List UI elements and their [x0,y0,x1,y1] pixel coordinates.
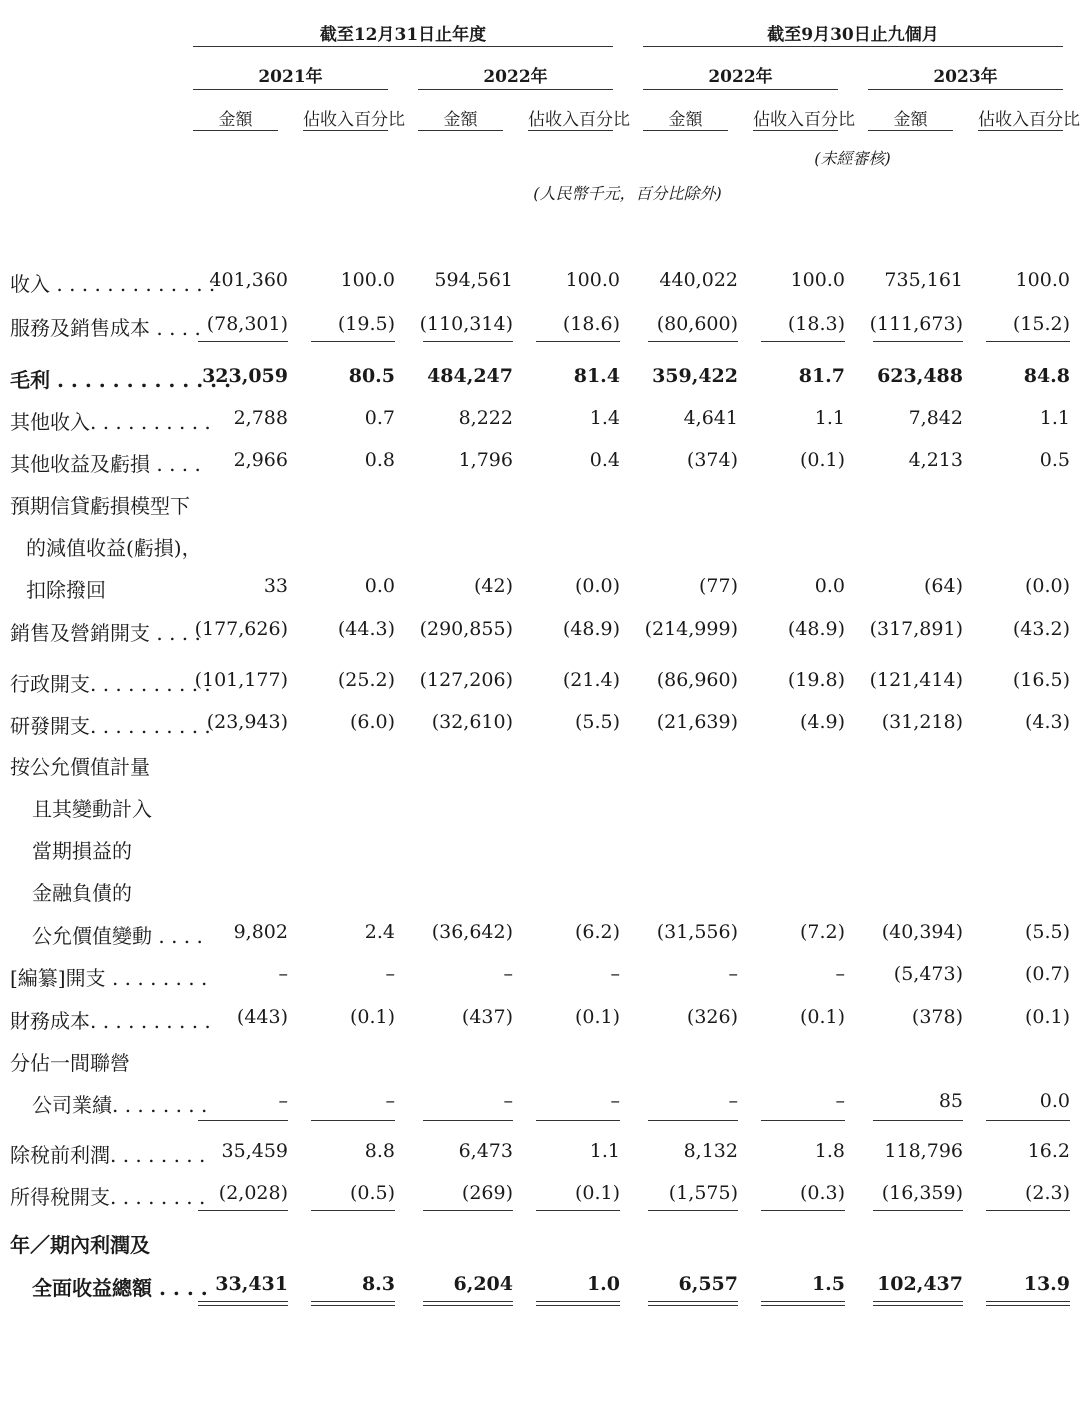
amount-cell: – [728,963,738,985]
col-header-pct: 佔收入百分比 [753,110,855,130]
subtotal-rule [198,1210,288,1211]
row-label: 當期損益的 [32,839,132,863]
amount-cell: 735,161 [884,269,963,291]
row-label: 公司業績. . . . . . . . [32,1093,208,1117]
percentage-cell: 100.0 [565,269,620,291]
percentage-cell: 81.4 [573,365,620,387]
amount-cell: 6,473 [458,1140,513,1162]
rule-col [528,130,613,131]
percentage-cell: – [835,1090,845,1112]
amount-cell: (31,556) [656,921,738,943]
amount-cell: 102,437 [877,1273,963,1295]
rule-group-fy [193,46,613,47]
amount-cell: 594,561 [434,269,513,291]
percentage-cell: 1.1 [814,407,845,429]
percentage-cell: (19.8) [787,669,845,691]
percentage-cell: 1.1 [1039,407,1070,429]
subtotal-rule [423,1210,513,1211]
amount-cell: 118,796 [884,1140,963,1162]
percentage-cell: 0.5 [1039,449,1070,471]
amount-cell: (101,177) [194,669,288,691]
row-label: 毛利 . . . . . . . . . . . . . [10,368,232,392]
percentage-cell: (18.3) [787,313,845,335]
amount-cell: (317,891) [869,618,963,640]
subtotal-rule [873,1120,963,1121]
amount-cell: (64) [923,575,963,597]
subtotal-rule [536,341,620,342]
subtotal-rule [986,1120,1070,1121]
amount-cell: (214,999) [644,618,738,640]
percentage-cell: 0.0 [364,575,395,597]
row-label: 服務及銷售成本 . . . . [10,316,201,340]
row-label: 收入 . . . . . . . . . . . . . [10,272,216,296]
subtotal-rule [311,1210,395,1211]
percentage-cell: 81.7 [798,365,845,387]
amount-cell: (80,600) [656,313,738,335]
percentage-cell: (0.3) [799,1182,845,1204]
percentage-cell: (6.2) [574,921,620,943]
percentage-cell: 0.4 [589,449,620,471]
amount-cell: (40,394) [881,921,963,943]
total-double-rule [198,1301,288,1306]
year-header-2023-9m: 2023年 [933,67,998,87]
amount-cell: (437) [461,1006,513,1028]
percentage-cell: (4.9) [799,711,845,733]
amount-cell: 401,360 [209,269,288,291]
total-double-rule [311,1301,395,1306]
percentage-cell: (15.2) [1012,313,1070,335]
percentage-cell: 1.4 [589,407,620,429]
percentage-cell: (18.6) [562,313,620,335]
percentage-cell: 1.1 [589,1140,620,1162]
amount-cell: (42) [473,575,513,597]
percentage-cell: (0.5) [349,1182,395,1204]
percentage-cell: 80.5 [348,365,395,387]
percentage-cell: (0.1) [349,1006,395,1028]
percentage-cell: (48.9) [562,618,620,640]
subtotal-rule [648,1120,738,1121]
row-label: 所得稅開支. . . . . . . . [10,1185,206,1209]
row-label: 的減值收益(虧損)， [26,536,202,560]
percentage-cell: (5.5) [1024,921,1070,943]
amount-cell: (177,626) [194,618,288,640]
percentage-cell: 13.9 [1023,1273,1070,1295]
percentage-cell: – [385,1090,395,1112]
percentage-cell: 2.4 [364,921,395,943]
subtotal-rule [423,341,513,342]
subtotal-rule [536,1120,620,1121]
total-double-rule [761,1301,845,1306]
total-double-rule [873,1301,963,1306]
amount-cell: 4,641 [683,407,738,429]
percentage-cell: (0.7) [1024,963,1070,985]
percentage-cell: 0.0 [814,575,845,597]
percentage-cell: 16.2 [1027,1140,1070,1162]
amount-cell: 33 [263,575,288,597]
percentage-cell: 1.8 [814,1140,845,1162]
subtotal-rule [423,1120,513,1121]
year-header-2022-9m: 2022年 [708,67,773,87]
amount-cell: (443) [236,1006,288,1028]
percentage-cell: 0.7 [364,407,395,429]
rule-col [753,130,838,131]
amount-cell: 2,966 [233,449,288,471]
year-header-2022-fy: 2022年 [483,67,548,87]
subtotal-rule [761,341,845,342]
amount-cell: (326) [686,1006,738,1028]
row-label: 扣除撥回 [26,578,106,602]
amount-cell: 8,132 [683,1140,738,1162]
percentage-cell: (43.2) [1012,618,1070,640]
percentage-cell: (7.2) [799,921,845,943]
percentage-cell: (5.5) [574,711,620,733]
amount-cell: (16,359) [881,1182,963,1204]
col-header-amount: 金額 [218,110,253,130]
amount-cell: 7,842 [908,407,963,429]
amount-cell: (31,218) [881,711,963,733]
rule-col [978,130,1063,131]
percentage-cell: (0.1) [574,1006,620,1028]
subtotal-rule [198,1120,288,1121]
col-header-pct: 佔收入百分比 [978,110,1080,130]
amount-cell: (378) [911,1006,963,1028]
amount-cell: (290,855) [419,618,513,640]
percentage-cell: (48.9) [787,618,845,640]
percentage-cell: (0.1) [799,449,845,471]
subtotal-rule [198,341,288,342]
amount-cell: 8,222 [458,407,513,429]
percentage-cell: – [385,963,395,985]
total-double-rule [536,1301,620,1306]
percentage-cell: 84.8 [1023,365,1070,387]
amount-cell: (77) [698,575,738,597]
percentage-cell: 8.3 [361,1273,395,1295]
amount-cell: (78,301) [206,313,288,335]
amount-cell: (36,642) [431,921,513,943]
percentage-cell: (16.5) [1012,669,1070,691]
percentage-cell: (2.3) [1024,1182,1070,1204]
amount-cell: 323,059 [202,365,288,387]
row-label: 其他收入. . . . . . . . . . [10,410,211,434]
subtotal-rule [761,1120,845,1121]
row-label: 銷售及營銷開支 . . . . [10,621,201,645]
amount-cell: (269) [461,1182,513,1204]
row-label: 行政開支. . . . . . . . . . [10,672,211,696]
amount-cell: (23,943) [206,711,288,733]
percentage-cell: (19.5) [337,313,395,335]
subtotal-rule [986,341,1070,342]
amount-cell: (86,960) [656,669,738,691]
unaudited-note: (未經審核) [814,149,891,168]
amount-cell: (127,206) [419,669,513,691]
percentage-cell: 100.0 [340,269,395,291]
subtotal-rule [536,1210,620,1211]
amount-cell: (21,639) [656,711,738,733]
percentage-cell: (0.0) [1024,575,1070,597]
subtotal-rule [648,341,738,342]
row-label: 財務成本. . . . . . . . . . [10,1009,211,1033]
col-header-amount: 金額 [893,110,928,130]
group-header-fiscal-year: 截至12月31日止年度 [319,25,487,45]
percentage-cell: (44.3) [337,618,395,640]
amount-cell: (374) [686,449,738,471]
rule-group-9m [643,46,1063,47]
rule-col [303,130,388,131]
percentage-cell: (4.3) [1024,711,1070,733]
row-label: 全面收益總額 . . . . [32,1276,208,1300]
year-header-2021: 2021年 [258,67,323,87]
percentage-cell: 100.0 [1015,269,1070,291]
rule-year-2023-9m [868,89,1063,90]
subtotal-rule [873,1210,963,1211]
percentage-cell: – [610,963,620,985]
amount-cell: 623,488 [877,365,963,387]
unit-note: (人民幣千元，百分比除外) [533,184,722,203]
total-double-rule [423,1301,513,1306]
subtotal-rule [311,341,395,342]
row-label: 預期信貸虧損模型下 [10,494,190,518]
percentage-cell: 0.0 [1039,1090,1070,1112]
amount-cell: – [503,1090,513,1112]
amount-cell: (5,473) [893,963,963,985]
row-label: 公允價值變動 . . . . [32,924,203,948]
amount-cell: 6,557 [678,1273,738,1295]
col-header-amount: 金額 [668,110,703,130]
row-label: 研發開支. . . . . . . . . . [10,714,211,738]
rule-col [193,130,278,131]
total-double-rule [986,1301,1070,1306]
col-header-pct: 佔收入百分比 [303,110,405,130]
rule-col [418,130,503,131]
percentage-cell: 100.0 [790,269,845,291]
amount-cell: – [278,1090,288,1112]
percentage-cell: (21.4) [562,669,620,691]
rule-year-2022-9m [643,89,838,90]
amount-cell: 484,247 [427,365,513,387]
subtotal-rule [873,341,963,342]
percentage-cell: (0.1) [799,1006,845,1028]
percentage-cell: (0.1) [1024,1006,1070,1028]
subtotal-rule [648,1210,738,1211]
amount-cell: (32,610) [431,711,513,733]
rule-year-2021 [193,89,388,90]
row-label: 除稅前利潤. . . . . . . . [10,1143,206,1167]
group-header-nine-months: 截至9月30日止九個月 [767,25,939,45]
amount-cell: 2,788 [233,407,288,429]
amount-cell: 1,796 [458,449,513,471]
amount-cell: 440,022 [659,269,738,291]
percentage-cell: (0.0) [574,575,620,597]
amount-cell: 85 [938,1090,963,1112]
amount-cell: (121,414) [869,669,963,691]
percentage-cell: 0.8 [364,449,395,471]
amount-cell: (2,028) [218,1182,288,1204]
amount-cell: – [278,963,288,985]
percentage-cell: (25.2) [337,669,395,691]
amount-cell: – [503,963,513,985]
row-label: 按公允價值計量 [10,755,150,779]
subtotal-rule [761,1210,845,1211]
row-label: [編纂]開支 . . . . . . . . [10,966,208,990]
amount-cell: 6,204 [453,1273,513,1295]
percentage-cell: (0.1) [574,1182,620,1204]
percentage-cell: 1.5 [811,1273,845,1295]
amount-cell: (110,314) [419,313,513,335]
rule-col [643,130,728,131]
amount-cell: 359,422 [652,365,738,387]
row-label: 分佔一間聯營 [10,1051,130,1075]
subtotal-rule [311,1120,395,1121]
row-label: 年／期內利潤及 [10,1233,150,1257]
percentage-cell: (6.0) [349,711,395,733]
amount-cell: 35,459 [221,1140,288,1162]
percentage-cell: 1.0 [586,1273,620,1295]
amount-cell: 9,802 [233,921,288,943]
row-label: 且其變動計入 [32,797,152,821]
percentage-cell: – [835,963,845,985]
col-header-amount: 金額 [443,110,478,130]
col-header-pct: 佔收入百分比 [528,110,630,130]
percentage-cell: – [610,1090,620,1112]
amount-cell: (1,575) [668,1182,738,1204]
amount-cell: – [728,1090,738,1112]
amount-cell: 4,213 [908,449,963,471]
amount-cell: 33,431 [215,1273,288,1295]
rule-col [868,130,953,131]
subtotal-rule [986,1210,1070,1211]
total-double-rule [648,1301,738,1306]
amount-cell: (111,673) [869,313,963,335]
percentage-cell: 8.8 [364,1140,395,1162]
row-label: 金融負債的 [32,881,132,905]
rule-year-2022-fy [418,89,613,90]
row-label: 其他收益及虧損 . . . . [10,452,201,476]
